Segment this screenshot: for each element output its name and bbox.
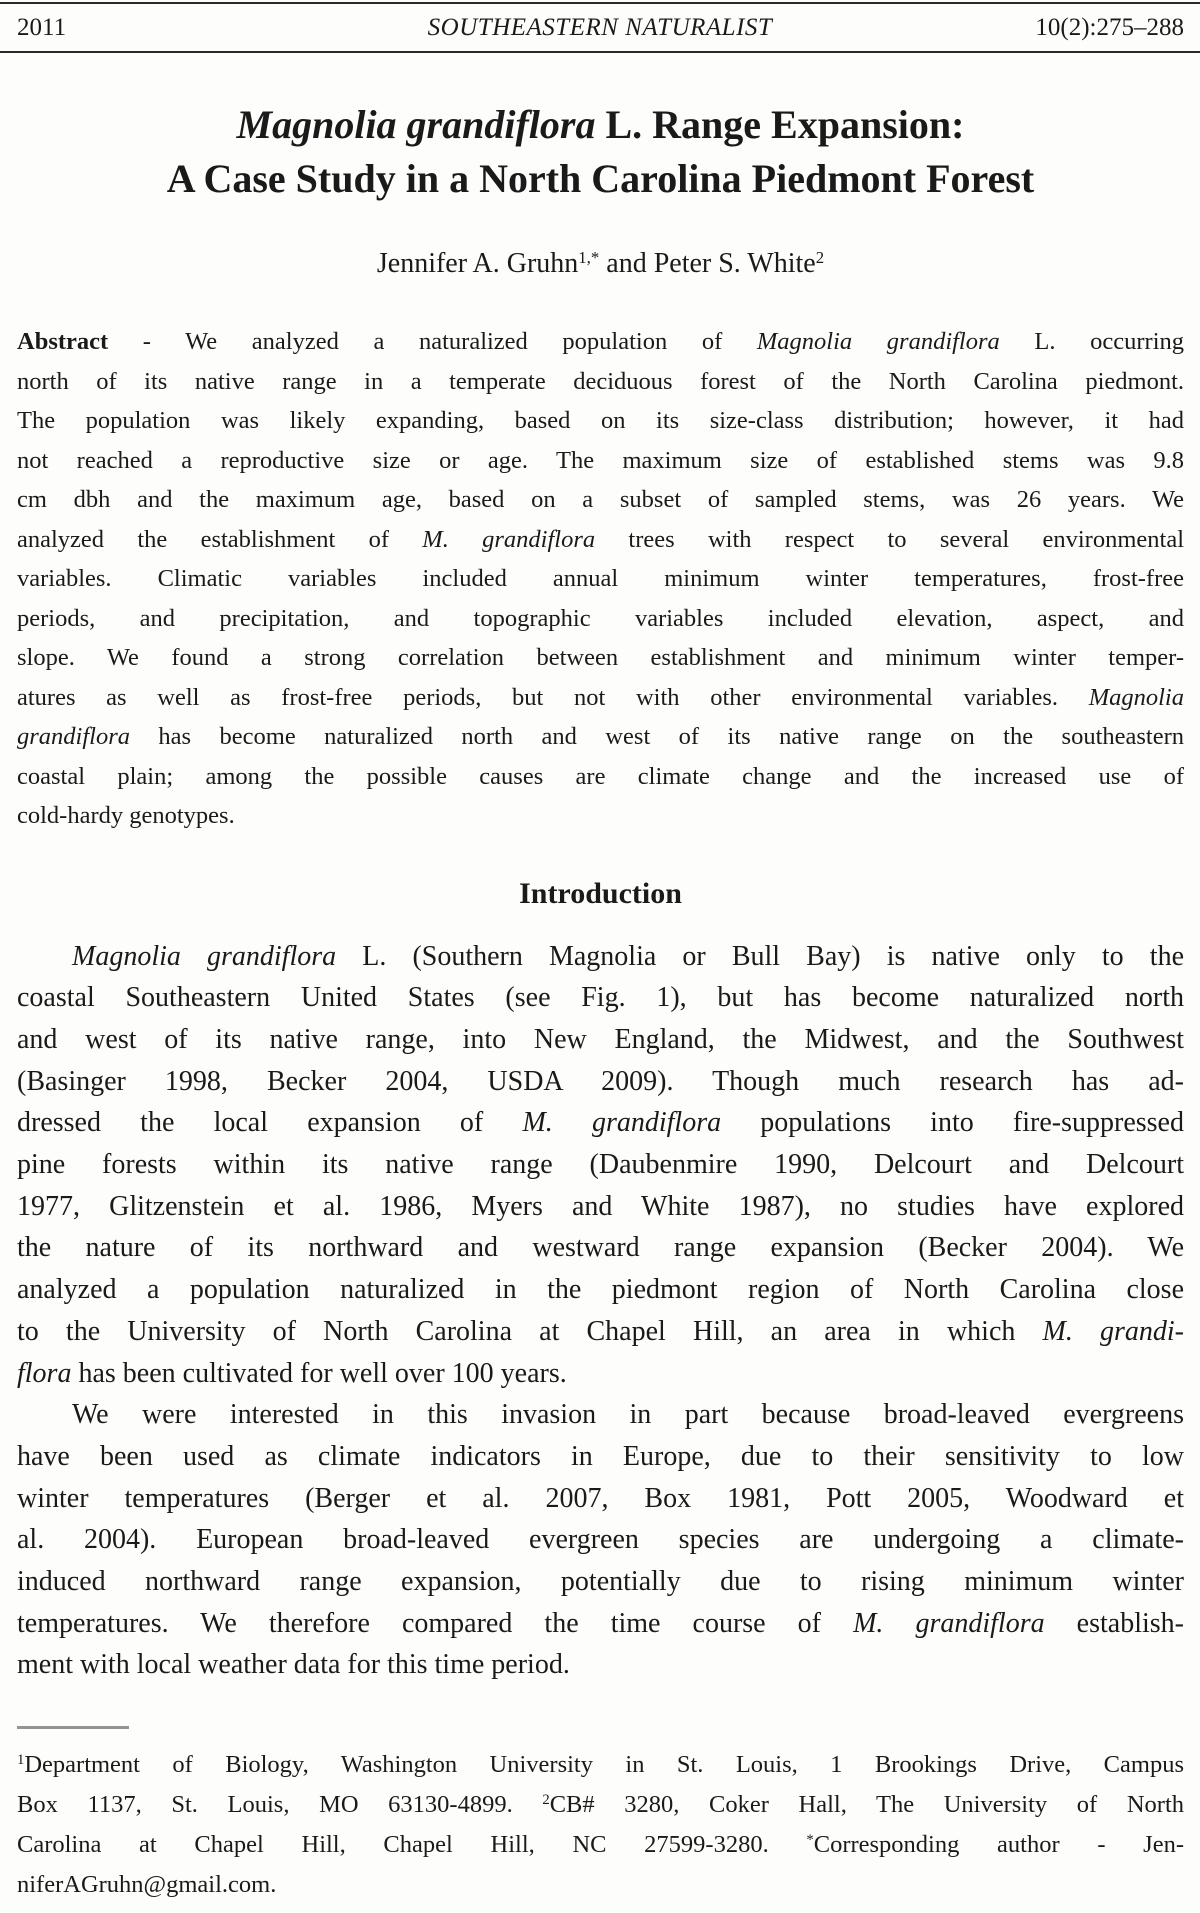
text-run: slope. We found a strong correlation between establishment and minimum winter temper- — [17, 644, 1184, 671]
text-run: to the University of North Carolina at Chapel Hill, an area in which — [17, 1315, 1043, 1347]
paragraph-line — [17, 1061, 1184, 1103]
text-run: induced northward range expansion, potentially due to rising minimum winter — [17, 1566, 1184, 1598]
header-journal-name: SOUTHEASTERN NATURALIST — [427, 13, 773, 41]
text-run: trees with respect to several environmental — [595, 525, 1184, 553]
paragraph-line — [17, 1019, 1184, 1061]
text-run: 1 — [17, 1752, 25, 1769]
paragraph-line — [17, 757, 1184, 797]
paragraph-line — [17, 1519, 1184, 1561]
paragraph-line — [17, 599, 1184, 639]
text-run: the nature of its northward and westward range expansion (Becker 2004). We — [17, 1232, 1184, 1264]
text-run: M. grandiflora — [422, 525, 596, 553]
paragraph-line — [17, 322, 1184, 362]
text-run: We were interested in this invasion in part because broad-leaved evergreens — [72, 1399, 1184, 1431]
text-run: has become naturalized north and west of its native range on the southeastern — [130, 723, 1184, 750]
paragraph-line — [17, 1603, 1184, 1645]
text-run: Magnolia grandiflora — [236, 102, 596, 147]
text-run: L. Range Expansion: — [595, 102, 965, 147]
authors-line — [17, 247, 1184, 281]
paragraph-line — [17, 1436, 1184, 1478]
text-run: have been used as climate indicators in Europe, due to their sensitivity to low — [17, 1440, 1184, 1472]
text-run: dressed the local expansion of — [17, 1107, 523, 1139]
text-run: periods, and precipitation, and topographic variables included elevation, aspect, and — [17, 604, 1184, 632]
footnote-separator — [17, 1726, 129, 1729]
paragraph-line — [17, 1825, 1184, 1865]
text-run: L. occurring — [999, 328, 1184, 355]
text-run: analyzed a population naturalized in the piedmont region of North Carolina close — [17, 1274, 1184, 1306]
text-run: coastal Southeastern United States (see Fig. 1), but has become naturalized north — [17, 982, 1184, 1014]
paragraph-line — [17, 1561, 1184, 1603]
paragraph-line — [17, 1478, 1184, 1520]
text-run: 1,* — [578, 247, 600, 267]
article-content — [0, 98, 1200, 1686]
header-year: 2011 — [17, 13, 67, 41]
header-citation: 10(2):275–288 — [1035, 13, 1184, 41]
title-line-2 — [17, 152, 1184, 206]
intro-paragraph-1 — [17, 936, 1184, 1395]
text-run: establish- — [1044, 1607, 1184, 1639]
text-run: al. 2004). European broad-leaved evergreen species are undergoing a climate- — [17, 1524, 1184, 1556]
paragraph-line — [17, 1102, 1184, 1144]
text-run: not reached a reproductive size or age. The maximum size of established stems was 9.8 — [17, 446, 1184, 474]
text-run: Department of Biology, Washington University in St. Louis, 1 Brookings Drive, Campus — [24, 1751, 1184, 1779]
text-run: niferAGruhn@gmail.com. — [17, 1871, 277, 1899]
text-run: (Basinger 1998, Becker 2004, USDA 2009). Though much research has ad- — [17, 1065, 1184, 1097]
footnote-text — [0, 1745, 1200, 1905]
text-run: Magnolia grandiflora — [756, 328, 1000, 355]
text-run: 2 — [815, 247, 825, 267]
paragraph-line — [17, 1227, 1184, 1269]
text-run: and Peter S. White — [599, 248, 816, 279]
paragraph-line — [17, 559, 1184, 599]
paragraph-line — [17, 1311, 1184, 1353]
paragraph-line — [17, 441, 1184, 481]
text-run: cm dbh and the maximum age, based on a subset of sampled stems, was 26 years. We — [17, 486, 1184, 513]
paragraph-line — [17, 717, 1184, 757]
text-run: 2 — [542, 1792, 550, 1809]
text-run: ment with local weather data for this time period. — [17, 1649, 570, 1681]
journal-page — [0, 2, 1200, 1913]
section-heading-introduction: Introduction — [519, 876, 682, 910]
text-run: - We analyzed a naturalized population of — [108, 328, 757, 355]
header-rule-bottom — [0, 51, 1200, 53]
text-run: atures as well as frost-free periods, but not with other environmental variables. — [17, 683, 1089, 711]
paragraph-line — [17, 1144, 1184, 1186]
text-run: L. (Southern Magnolia or Bull Bay) is native only to the — [336, 940, 1184, 972]
paragraph-line — [17, 796, 1184, 836]
paragraph-line — [17, 1269, 1184, 1311]
paragraph-line — [17, 936, 1184, 978]
text-run: M. grandiflora — [853, 1607, 1045, 1639]
paragraph-line — [17, 520, 1184, 560]
paragraph-line — [17, 1865, 1184, 1905]
text-run: flora — [17, 1357, 72, 1389]
text-run: temperatures. We therefore compared the time course of — [17, 1607, 854, 1639]
paragraph-line — [17, 1785, 1184, 1825]
text-run: pine forests within its native range (Daubenmire 1990, Delcourt and Delcourt — [17, 1149, 1184, 1181]
text-run: The population was likely expanding, based on its size-class distribution; however, it had — [17, 407, 1184, 434]
text-run: M. grandi- — [1042, 1315, 1185, 1347]
text-run: Magnolia — [1088, 683, 1184, 711]
title-line-1 — [17, 98, 1184, 152]
text-run: Magnolia grandiflora — [72, 940, 337, 972]
text-run: Carolina at Chapel Hill, Chapel Hill, NC 27599-3280. — [17, 1831, 807, 1859]
intro-paragraph-2 — [17, 1394, 1184, 1686]
paragraph-line — [17, 977, 1184, 1019]
text-run: and west of its native range, into New England, the Midwest, and the Southwest — [17, 1023, 1184, 1055]
text-run: Abstract — [17, 328, 109, 355]
text-run: Corresponding author - Jen- — [813, 1831, 1184, 1859]
paragraph-line — [17, 638, 1184, 678]
paragraph-line — [17, 362, 1184, 402]
text-run: * — [806, 1832, 814, 1849]
abstract-paragraph — [17, 322, 1184, 836]
paragraph-line — [17, 1186, 1184, 1228]
text-run: north of its native range in a temperate deciduous forest of the North Carolina piedmont. — [17, 367, 1184, 395]
paragraph-line — [17, 1644, 1184, 1686]
paragraph-line — [17, 1353, 1184, 1395]
text-run: cold-hardy genotypes. — [17, 802, 235, 829]
text-run: grandiflora — [17, 723, 130, 750]
page-header — [0, 4, 1200, 51]
text-run: Jennifer A. Gruhn — [376, 248, 579, 279]
paragraph-line — [17, 678, 1184, 718]
text-run: Box 1137, St. Louis, MO 63130-4899. — [17, 1791, 543, 1819]
text-run: populations into fire-suppressed — [721, 1107, 1184, 1139]
paragraph-line — [17, 1394, 1184, 1436]
text-run: 1977, Glitzenstein et al. 1986, Myers and White 1987), no studies have explored — [17, 1190, 1184, 1222]
paragraph-line — [17, 480, 1184, 520]
text-run: A Case Study in a North Carolina Piedmont Forest — [166, 156, 1035, 201]
text-run: CB# 3280, Coker Hall, The University of North — [549, 1791, 1185, 1819]
text-run: variables. Climatic variables included annual minimum winter temperatures, frost-free — [17, 565, 1184, 592]
paragraph-line — [17, 1745, 1184, 1785]
text-run: winter temperatures (Berger et al. 2007, Box 1981, Pott 2005, Woodward et — [17, 1482, 1184, 1514]
text-run: M. grandiflora — [522, 1107, 722, 1139]
text-run: analyzed the establishment of — [17, 525, 423, 553]
text-run: coastal plain; among the possible causes are climate change and the increased use of — [17, 762, 1184, 790]
article-title — [17, 98, 1184, 206]
paragraph-line — [17, 401, 1184, 441]
text-run: has been cultivated for well over 100 years. — [71, 1357, 567, 1389]
